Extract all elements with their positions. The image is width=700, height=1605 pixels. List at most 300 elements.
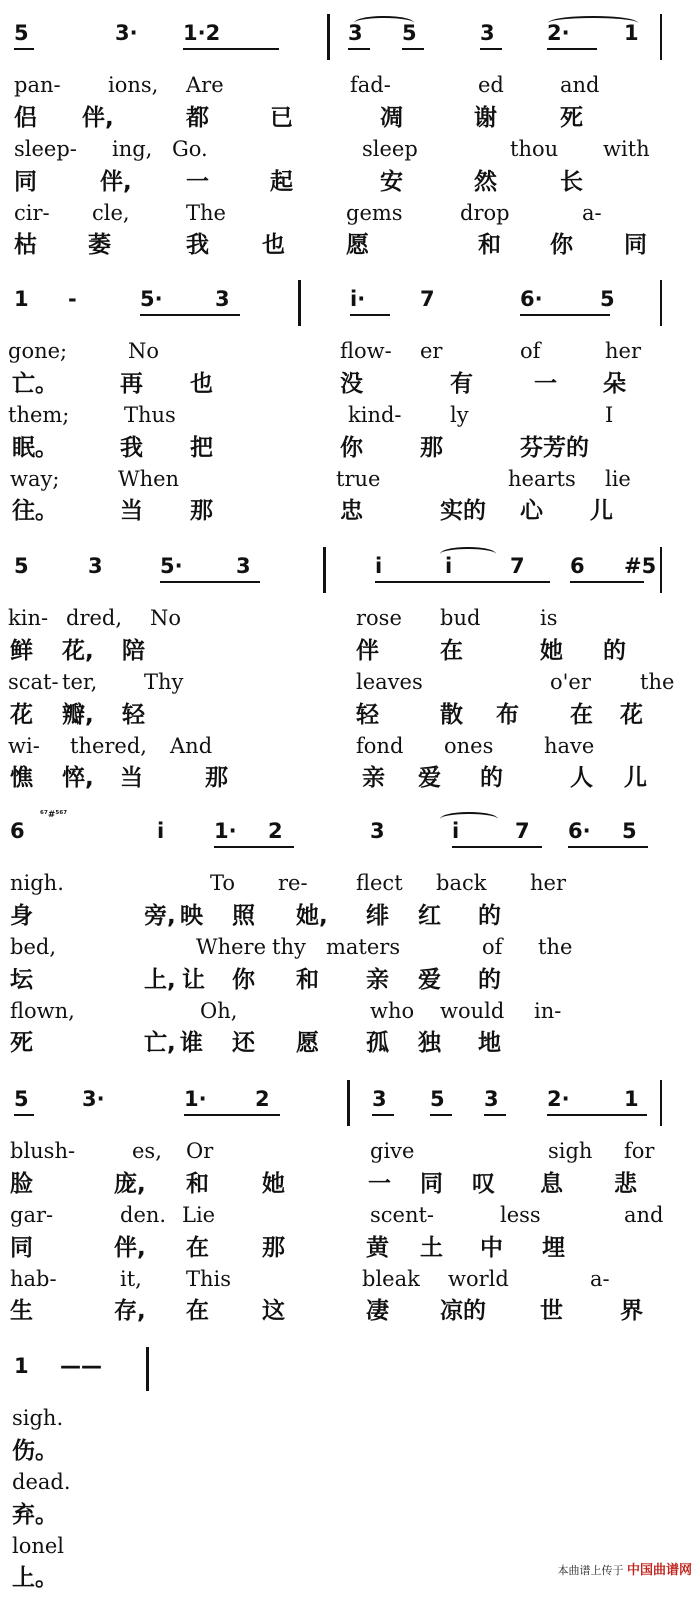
lyric-syllable: her: [605, 339, 641, 363]
lyric-syllable: 伤。: [12, 1438, 58, 1464]
lyric-syllable: 孤: [366, 1030, 389, 1056]
lyric-syllable: bud: [440, 606, 481, 630]
bar-line: [660, 14, 662, 60]
lyric-syllable: 花: [10, 702, 33, 728]
jianpu-note: 3: [372, 1087, 387, 1111]
lyric-syllable: 在: [186, 1298, 209, 1324]
lyric-syllable: 朵: [603, 371, 626, 397]
lyric-syllable: ones: [444, 734, 494, 758]
grace-notes: ⁶⁷#⁵⁶⁷: [40, 810, 68, 820]
jianpu-note: 6·: [568, 819, 591, 843]
lyric-syllable: gone;: [8, 339, 68, 363]
lyric-syllable: And: [170, 734, 213, 758]
jianpu-note: i: [445, 554, 453, 578]
lyric-syllable: Or: [186, 1139, 214, 1163]
lyric-syllable: 生: [10, 1298, 33, 1324]
jianpu-note: 7: [515, 819, 530, 843]
jianpu-note: i: [452, 819, 460, 843]
jianpu-note: i: [375, 554, 383, 578]
lyric-syllable: 的: [478, 903, 501, 929]
english-lyric-row: [0, 1264, 700, 1294]
lyric-syllable: would: [440, 999, 505, 1023]
rhythm-underline: [520, 314, 610, 316]
lyric-syllable: 花,: [62, 638, 94, 664]
lyric-syllable: 花: [620, 702, 643, 728]
lyric-syllable: fad-: [350, 73, 391, 97]
lyric-syllable: 埋: [542, 1235, 565, 1261]
jianpu-note: 2: [268, 819, 283, 843]
rhythm-underline: [348, 48, 370, 50]
lyric-syllable: To: [210, 871, 236, 895]
english-lyric-row: [0, 1136, 700, 1166]
lyric-syllable: 叹: [472, 1171, 495, 1197]
lyric-syllable: and: [624, 1203, 664, 1227]
lyric-syllable: When: [118, 467, 180, 491]
jianpu-note: 6: [570, 554, 585, 578]
lyric-syllable: den.: [120, 1203, 167, 1227]
lyric-syllable: give: [370, 1139, 415, 1163]
chinese-lyric-row: [0, 433, 700, 463]
lyric-syllable: Oh,: [200, 999, 238, 1023]
lyric-syllable: 脸: [10, 1171, 33, 1197]
lyric-syllable: 眠。: [12, 435, 58, 461]
site-logo: 中国曲谱网: [626, 1563, 692, 1578]
english-lyric-row: [0, 400, 700, 430]
lyric-syllable: sleep: [362, 137, 418, 161]
lyric-syllable: 也: [190, 371, 213, 397]
lyric-syllable: sigh.: [12, 1406, 64, 1430]
lyric-syllable: 没: [340, 371, 363, 397]
lyric-syllable: 同: [10, 1235, 33, 1261]
lyric-syllable: Thy: [144, 670, 184, 694]
english-lyric-row: [0, 336, 700, 366]
lyric-syllable: 瓣,: [62, 702, 94, 728]
rhythm-underline: [570, 581, 644, 583]
lyric-syllable: wi-: [8, 734, 40, 758]
jianpu-note: 3: [480, 21, 495, 45]
english-lyric-row: [0, 932, 700, 962]
chinese-lyric-row: [0, 369, 700, 399]
lyric-syllable: 地: [478, 1030, 501, 1056]
jianpu-note: 5: [622, 819, 637, 843]
lyric-syllable: 凄: [366, 1298, 389, 1324]
english-lyric-row: [0, 731, 700, 761]
lyric-syllable: 绯: [366, 903, 389, 929]
lyric-syllable: lie: [605, 467, 631, 491]
bar-line: [298, 280, 301, 326]
lyric-syllable: ed: [478, 73, 504, 97]
lyric-syllable: Go.: [172, 137, 208, 161]
lyric-syllable: No: [150, 606, 182, 630]
lyric-syllable: re-: [278, 871, 308, 895]
lyric-syllable: 安: [380, 169, 403, 195]
lyric-syllable: 实的: [440, 498, 486, 524]
chinese-lyric-row: [0, 1233, 700, 1263]
lyric-syllable: 忠: [340, 498, 363, 524]
lyric-syllable: 她: [262, 1171, 285, 1197]
lyric-syllable: of: [520, 339, 541, 363]
lyric-syllable: 谢: [474, 105, 497, 131]
lyric-syllable: 布: [496, 702, 519, 728]
lyric-syllable: bed,: [10, 935, 56, 959]
jianpu-note: 1: [624, 21, 639, 45]
lyric-syllable: 上。: [12, 1565, 58, 1591]
chinese-lyric-row: [0, 700, 700, 730]
rhythm-underline: [214, 846, 294, 848]
notation-row: [0, 816, 700, 846]
lyric-syllable: 侣: [14, 105, 37, 131]
lyric-syllable: and: [560, 73, 600, 97]
lyric-syllable: back: [436, 871, 487, 895]
lyric-syllable: 中: [480, 1235, 503, 1261]
lyric-syllable: 在: [186, 1235, 209, 1261]
lyric-syllable: 愿: [346, 232, 369, 258]
lyric-syllable: ions,: [108, 73, 159, 97]
lyric-syllable: 都: [186, 105, 209, 131]
lyric-syllable: sleep-: [14, 137, 77, 161]
jianpu-note: 3: [484, 1087, 499, 1111]
notation-row: [0, 551, 700, 581]
jianpu-note: 7: [510, 554, 525, 578]
english-lyric-row: [0, 1403, 700, 1433]
lyric-syllable: 那: [420, 435, 443, 461]
lyric-syllable: 界: [620, 1298, 643, 1324]
lyric-syllable: 亡,: [144, 1030, 176, 1056]
lyric-syllable: 息: [540, 1171, 563, 1197]
lyric-syllable: 心: [520, 498, 543, 524]
source-footer: [557, 1559, 692, 1578]
jianpu-note: 3: [370, 819, 385, 843]
lyric-syllable: gems: [346, 201, 403, 225]
lyric-syllable: pan-: [14, 73, 61, 97]
lyric-syllable: 当: [120, 498, 143, 524]
lyric-syllable: gar-: [10, 1203, 54, 1227]
chinese-lyric-row: [0, 1296, 700, 1326]
lyric-syllable: a-: [590, 1267, 610, 1291]
lyric-syllable: 同: [420, 1171, 443, 1197]
chinese-lyric-row: [0, 103, 700, 133]
rhythm-underline: [547, 1114, 647, 1116]
jianpu-note: 5·: [140, 287, 163, 311]
lyric-syllable: 在: [440, 638, 463, 664]
lyric-syllable: 伴,: [100, 169, 132, 195]
lyric-syllable: 和: [186, 1171, 209, 1197]
lyric-syllable: 存,: [114, 1298, 146, 1324]
english-lyric-row: [0, 70, 700, 100]
lyric-syllable: 伴,: [114, 1235, 146, 1261]
lyric-syllable: 凉的: [440, 1298, 486, 1324]
jianpu-note: 1: [14, 287, 29, 311]
jianpu-note: 3: [348, 21, 363, 45]
jianpu-note: 5: [600, 287, 615, 311]
lyric-syllable: nigh.: [10, 871, 64, 895]
rhythm-underline: [452, 846, 542, 848]
lyric-syllable: The: [186, 201, 226, 225]
chinese-lyric-row: [0, 496, 700, 526]
lyric-syllable: 让: [182, 967, 205, 993]
lyric-syllable: thy: [272, 935, 306, 959]
slur-mark: [548, 16, 638, 30]
bar-line: [660, 280, 662, 326]
lyric-syllable: a-: [582, 201, 602, 225]
english-lyric-row: [0, 464, 700, 494]
lyric-syllable: of: [482, 935, 503, 959]
notation-row: [0, 1351, 700, 1381]
lyric-syllable: 伴: [356, 638, 379, 664]
rhythm-underline: [184, 1114, 280, 1116]
lyric-syllable: es,: [132, 1139, 162, 1163]
lyric-syllable: 弃。: [12, 1502, 58, 1528]
lyric-syllable: it,: [120, 1267, 142, 1291]
lyric-syllable: 已: [270, 105, 293, 131]
lyric-syllable: cir-: [14, 201, 50, 225]
jianpu-note: 1·2: [183, 21, 221, 45]
lyric-syllable: Lie: [182, 1203, 216, 1227]
lyric-syllable: 的: [603, 638, 626, 664]
jianpu-note: 3: [236, 554, 251, 578]
slur-mark: [440, 812, 498, 826]
chinese-lyric-row: [0, 965, 700, 995]
lyric-syllable: 芬芳的: [520, 435, 589, 461]
lyric-syllable: No: [128, 339, 160, 363]
lyric-syllable: 死: [10, 1030, 33, 1056]
chinese-lyric-row: [0, 167, 700, 197]
jianpu-note: 5: [430, 1087, 445, 1111]
lyric-syllable: er: [420, 339, 443, 363]
jianpu-note: 6·: [520, 287, 543, 311]
lyric-syllable: 照: [232, 903, 255, 929]
lyric-syllable: kind-: [348, 403, 402, 427]
lyric-syllable: ter,: [62, 670, 98, 694]
english-lyric-row: [0, 134, 700, 164]
lyric-syllable: scat-: [8, 670, 59, 694]
lyric-syllable: 儿: [590, 498, 613, 524]
lyric-syllable: 当: [120, 765, 143, 791]
lyric-syllable: 和: [478, 232, 501, 258]
english-lyric-row: [0, 1531, 700, 1561]
lyric-syllable: the: [538, 935, 573, 959]
jianpu-note: 3: [88, 554, 103, 578]
lyric-syllable: cle,: [92, 201, 130, 225]
lyric-syllable: 亡。: [12, 371, 58, 397]
lyric-syllable: 散: [440, 702, 463, 728]
lyric-syllable: 一: [534, 371, 557, 397]
slur-mark: [440, 547, 496, 561]
lyric-syllable: leaves: [356, 670, 423, 694]
rhythm-underline: [14, 1114, 34, 1116]
jianpu-note: -: [68, 287, 77, 311]
lyric-syllable: dred,: [66, 606, 123, 630]
lyric-syllable: 枯: [14, 232, 37, 258]
lyric-syllable: 土: [420, 1235, 443, 1261]
english-lyric-row: [0, 868, 700, 898]
rhythm-underline: [484, 1114, 506, 1116]
jianpu-note: 6: [10, 819, 25, 843]
lyric-syllable: 把: [190, 435, 213, 461]
score-system: [0, 12, 700, 272]
lyric-syllable: 黄: [366, 1235, 389, 1261]
lyric-syllable: who: [370, 999, 415, 1023]
lyric-syllable: bleak: [362, 1267, 420, 1291]
jianpu-note: 1: [624, 1087, 639, 1111]
lyric-syllable: 儿: [624, 765, 647, 791]
lyric-syllable: hearts: [508, 467, 576, 491]
lyric-syllable: maters: [326, 935, 401, 959]
lyric-syllable: 悴,: [62, 765, 94, 791]
lyric-syllable: 同: [14, 169, 37, 195]
jianpu-note: 5: [14, 21, 29, 45]
english-lyric-row: [0, 667, 700, 697]
lyric-syllable: her: [530, 871, 566, 895]
lyric-syllable: 映: [180, 903, 203, 929]
lyric-syllable: o'er: [550, 670, 591, 694]
bar-line: [323, 547, 326, 593]
lyric-syllable: 伴,: [82, 105, 114, 131]
rhythm-underline: [480, 48, 502, 50]
lyric-syllable: Are: [186, 73, 224, 97]
lyric-syllable: 一: [368, 1171, 391, 1197]
lyric-syllable: 和: [296, 967, 319, 993]
lyric-syllable: 你: [232, 967, 255, 993]
jianpu-note: 3·: [115, 21, 138, 45]
lyric-syllable: them;: [8, 403, 70, 427]
lyric-syllable: sigh: [548, 1139, 593, 1163]
lyric-syllable: 身: [10, 903, 33, 929]
chinese-lyric-row: [0, 1169, 700, 1199]
notation-row: [0, 284, 700, 314]
lyric-syllable: 红: [418, 903, 441, 929]
lyric-syllable: 庞,: [114, 1171, 146, 1197]
lyric-syllable: 我: [120, 435, 143, 461]
bar-line: [327, 14, 330, 60]
lyric-syllable: Thus: [124, 403, 176, 427]
lyric-syllable: 再: [120, 371, 143, 397]
jianpu-note: 2·: [547, 21, 570, 45]
lyric-syllable: dead.: [12, 1470, 71, 1494]
jianpu-note: ——: [60, 1354, 102, 1378]
lyric-syllable: ly: [450, 403, 469, 427]
lyric-syllable: 她: [540, 638, 563, 664]
jianpu-note: 3: [215, 287, 230, 311]
lyric-syllable: 鲜: [10, 638, 33, 664]
lyric-syllable: 的: [480, 765, 503, 791]
english-lyric-row: [0, 1467, 700, 1497]
lyric-syllable: 爱: [418, 765, 441, 791]
score-system: [0, 278, 700, 538]
jianpu-note: 1·: [214, 819, 237, 843]
lyric-syllable: 谁: [180, 1030, 203, 1056]
lyric-syllable: true: [336, 467, 381, 491]
rhythm-underline: [350, 314, 390, 316]
lyric-syllable: in-: [534, 999, 562, 1023]
rhythm-underline: [510, 581, 550, 583]
lyric-syllable: 轻: [122, 702, 145, 728]
bar-line: [660, 547, 662, 593]
chinese-lyric-row: [0, 901, 700, 931]
lyric-syllable: have: [544, 734, 595, 758]
jianpu-note: 2·: [547, 1087, 570, 1111]
chinese-lyric-row: [0, 1028, 700, 1058]
lyric-syllable: world: [448, 1267, 509, 1291]
lyric-syllable: kin-: [8, 606, 49, 630]
lyric-syllable: 还: [232, 1030, 255, 1056]
lyric-syllable: 一: [186, 169, 209, 195]
lyric-syllable: thered,: [70, 734, 147, 758]
jianpu-note: 7: [420, 287, 435, 311]
lyric-syllable: 上,: [144, 967, 176, 993]
lyric-syllable: 世: [540, 1298, 563, 1324]
lyric-syllable: blush-: [10, 1139, 76, 1163]
rhythm-underline: [140, 314, 240, 316]
lyric-syllable: is: [540, 606, 558, 630]
lyric-syllable: for: [624, 1139, 655, 1163]
lyric-syllable: 独: [418, 1030, 441, 1056]
lyric-syllable: 陪: [122, 638, 145, 664]
lyric-syllable: 爱: [418, 967, 441, 993]
lyric-syllable: 凋: [380, 105, 403, 131]
lyric-syllable: 然: [474, 169, 497, 195]
lyric-syllable: lonel: [12, 1534, 65, 1558]
chinese-lyric-row: [0, 636, 700, 666]
lyric-syllable: 坛: [10, 967, 33, 993]
rhythm-underline: [160, 581, 260, 583]
lyric-syllable: 你: [550, 232, 573, 258]
chinese-lyric-row: [0, 230, 700, 260]
chinese-lyric-row: [0, 1436, 700, 1466]
jianpu-note: #5: [624, 554, 657, 578]
lyric-syllable: 有: [450, 371, 473, 397]
footer-text: 本曲谱上传于: [557, 1564, 624, 1577]
lyric-syllable: way;: [10, 467, 60, 491]
jianpu-note: i: [157, 819, 165, 843]
lyric-syllable: 亲: [362, 765, 385, 791]
english-lyric-row: [0, 198, 700, 228]
jianpu-note: 2: [255, 1087, 270, 1111]
lyric-syllable: drop: [460, 201, 510, 225]
lyric-syllable: 长: [560, 169, 583, 195]
slur-mark: [354, 16, 414, 30]
rhythm-underline: [14, 48, 34, 50]
lyric-syllable: Where: [196, 935, 267, 959]
jianpu-note: 3·: [82, 1087, 105, 1111]
jianpu-note: i·: [350, 287, 366, 311]
chinese-lyric-row: [0, 1500, 700, 1530]
chinese-lyric-row: [0, 763, 700, 793]
lyric-syllable: 那: [262, 1235, 285, 1261]
lyric-syllable: rose: [356, 606, 402, 630]
lyric-syllable: flow-: [340, 339, 392, 363]
lyric-syllable: hab-: [10, 1267, 57, 1291]
rhythm-underline: [402, 48, 424, 50]
jianpu-note: 5: [14, 1087, 29, 1111]
lyric-syllable: thou: [510, 137, 559, 161]
jianpu-note: 5: [402, 21, 417, 45]
lyric-syllable: 轻: [356, 702, 379, 728]
lyric-syllable: with: [603, 137, 650, 161]
rhythm-underline: [183, 48, 279, 50]
lyric-syllable: 悲: [614, 1171, 637, 1197]
lyric-syllable: 这: [262, 1298, 285, 1324]
lyric-syllable: 死: [560, 105, 583, 131]
jianpu-note: 1·: [184, 1087, 207, 1111]
jianpu-note: 1: [14, 1354, 29, 1378]
lyric-syllable: 萎: [88, 232, 111, 258]
english-lyric-row: [0, 996, 700, 1026]
lyric-syllable: the: [640, 670, 675, 694]
lyric-syllable: ing,: [112, 137, 153, 161]
lyric-syllable: 的: [478, 967, 501, 993]
lyric-syllable: 往。: [12, 498, 58, 524]
